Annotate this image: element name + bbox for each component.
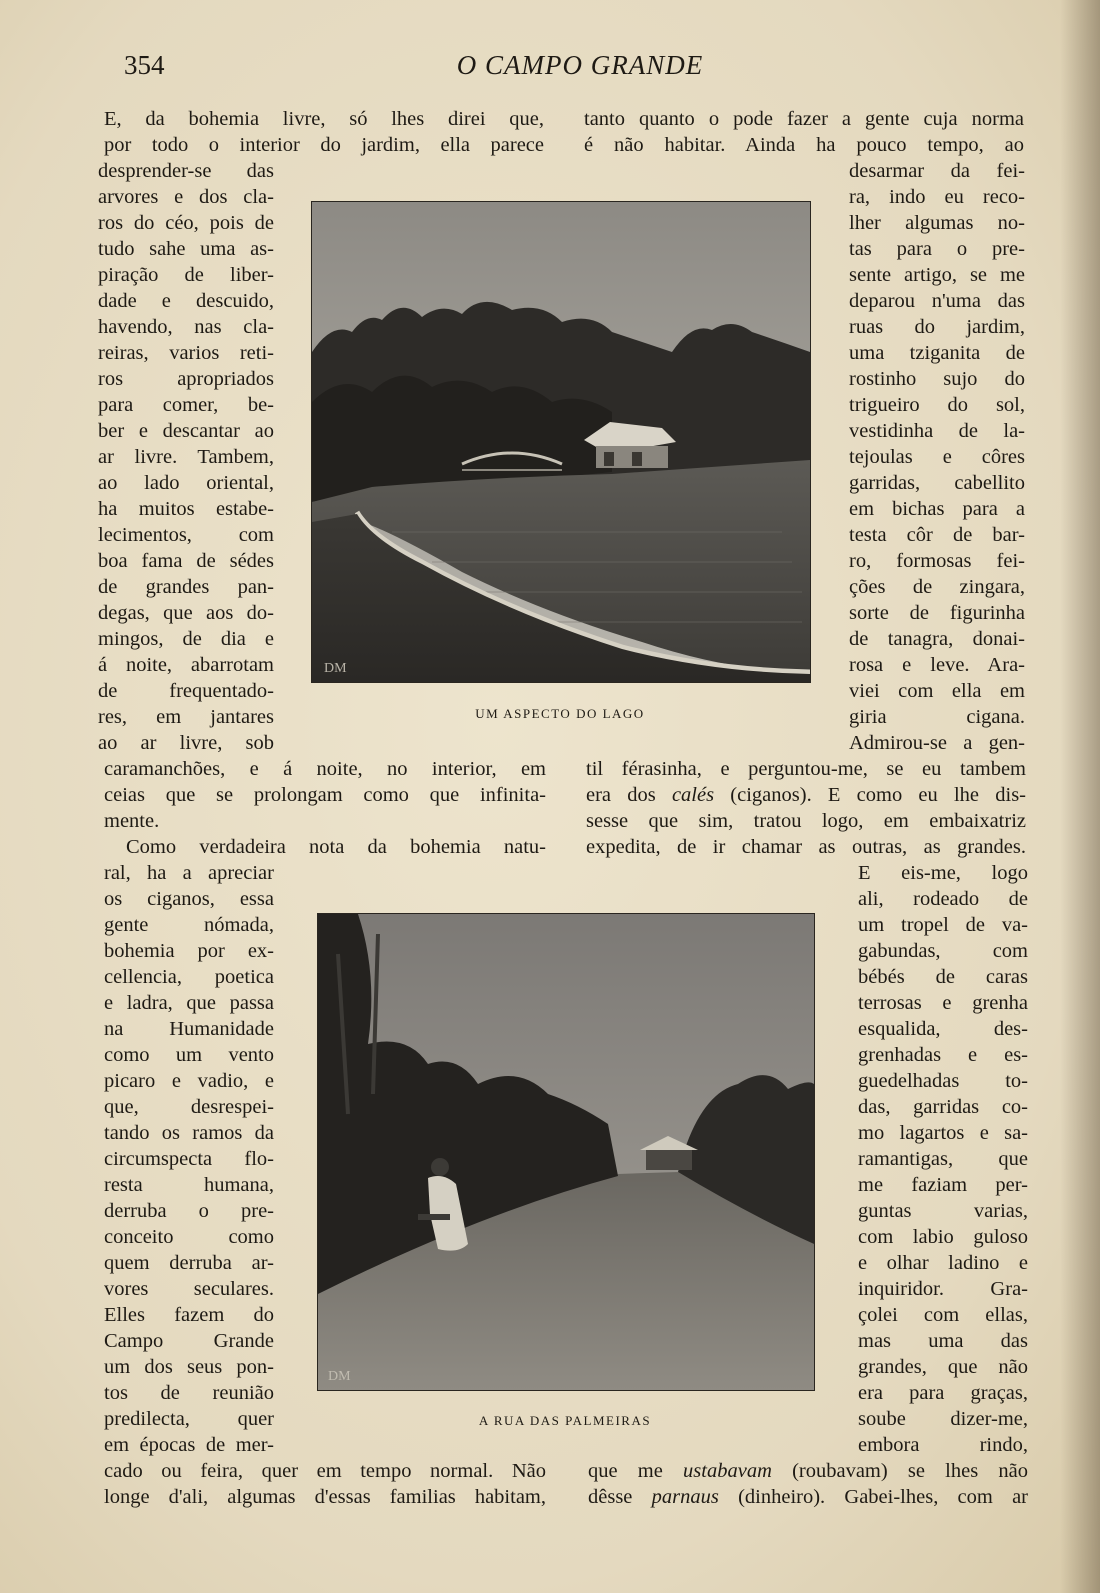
left-text-line: mingos, de dia e — [98, 628, 274, 650]
left-text-line: os ciganos, essa — [104, 888, 274, 910]
left-text-line: ral, ha a apreciar — [104, 862, 274, 884]
left-text-line: circumspecta flo- — [104, 1148, 274, 1170]
left-text-line: ao ar livre, sob — [98, 732, 274, 754]
left-text-line: tudo sahe uma as- — [98, 238, 274, 260]
left-text-line: Como verdadeira nota da bohemia natu- — [126, 836, 546, 858]
right-text-line: lher algumas no- — [849, 212, 1025, 234]
right-text-line: sorte de figurinha — [849, 602, 1025, 624]
left-text-line: tando os ramos da — [104, 1122, 274, 1144]
right-text-line: ruas do jardim, — [849, 316, 1025, 338]
left-text-line: ao lado oriental, — [98, 472, 274, 494]
right-text-line: deparou n'uma das — [849, 290, 1025, 312]
right-text-line: um tropel de va- — [858, 914, 1028, 936]
right-text-line: mo lagartos e sa- — [858, 1122, 1028, 1144]
left-text-line: reiras, varios reti- — [98, 342, 274, 364]
right-text-line: tejoulas e côres — [849, 446, 1025, 468]
right-text-line: uma tziganita de — [849, 342, 1025, 364]
left-text-line: bohemia por ex- — [104, 940, 274, 962]
right-text-line: tas para o pre- — [849, 238, 1025, 260]
right-text-line: dêsse parnaus (dinheiro). Gabei-lhes, com ar — [588, 1486, 1028, 1508]
lake-photo — [311, 201, 811, 683]
right-text-line: sente artigo, se me — [849, 264, 1025, 286]
left-text-line: de frequentado- — [98, 680, 274, 702]
right-text-line: das, garridas co- — [858, 1096, 1028, 1118]
left-text-line: res, em jantares — [98, 706, 274, 728]
left-text-line: lecimentos, com — [98, 524, 274, 546]
left-text-line: piração de liber- — [98, 264, 274, 286]
italic-term: ustabavam — [683, 1460, 772, 1482]
right-text-line: ra, indo eu reco- — [849, 186, 1025, 208]
left-text-line: e ladra, que passa — [104, 992, 274, 1014]
right-text-line: ramantigas, que — [858, 1148, 1028, 1170]
right-text-line: e olhar ladino e — [858, 1252, 1028, 1274]
right-text-line: com labio guloso — [858, 1226, 1028, 1248]
right-text-line: til férasinha, e perguntou-me, se eu tambem — [586, 758, 1026, 780]
left-text-line: ha muitos estabe- — [98, 498, 274, 520]
right-text-line: grenhadas e es- — [858, 1044, 1028, 1066]
left-text-line: que, desrespei- — [104, 1096, 274, 1118]
right-text-line: gabundas, com — [858, 940, 1028, 962]
left-text-line: longe d'ali, algumas d'essas familias habitam, — [104, 1486, 546, 1508]
left-text-line: conceito como — [104, 1226, 274, 1248]
right-text-line: que me ustabavam (roubavam) se lhes não — [588, 1460, 1028, 1482]
left-text-line: derruba o pre- — [104, 1200, 274, 1222]
right-text-line: rostinho sujo do — [849, 368, 1025, 390]
right-text-line: guedelhadas to- — [858, 1070, 1028, 1092]
right-text-line: expedita, de ir chamar as outras, as grandes. — [586, 836, 1026, 858]
palm-monogram: DM — [328, 1369, 351, 1384]
left-text-line: caramanchões, e á noite, no interior, em — [104, 758, 546, 780]
left-text-line: mente. — [104, 810, 160, 832]
left-text-line: em épocas de mer- — [104, 1434, 274, 1456]
lake-caption: UM ASPECTO DO LAGO — [475, 706, 645, 721]
right-text-line: bébés de caras — [858, 966, 1028, 988]
right-text-line: era dos calés (ciganos). E como eu lhe dis- — [586, 784, 1026, 806]
left-text-line: E, da bohemia livre, só lhes direi que, — [104, 108, 544, 130]
right-text-line: ções de zingara, — [849, 576, 1025, 598]
right-text-line: terrosas e grenha — [858, 992, 1028, 1014]
left-text-line: cado ou feira, quer em tempo normal. Não — [104, 1460, 546, 1482]
right-text-line: desarmar da fei- — [849, 160, 1025, 182]
left-text-line: ber e descantar ao — [98, 420, 274, 442]
right-text-line: soube dizer-me, — [858, 1408, 1028, 1430]
right-text-line: guntas varias, — [858, 1200, 1028, 1222]
right-text-line: era para graças, — [858, 1382, 1028, 1404]
left-text-line: á noite, abarrotam — [98, 654, 274, 676]
lake-monogram: DM — [324, 661, 347, 676]
right-text-line: grandes, que não — [858, 1356, 1028, 1378]
right-text-line: trigueiro do sol, — [849, 394, 1025, 416]
right-text-line: testa côr de bar- — [849, 524, 1025, 546]
right-text-line: Admirou-se a gen- — [849, 732, 1025, 754]
right-text-line: em bichas para a — [849, 498, 1025, 520]
left-text-line: como um vento — [104, 1044, 274, 1066]
left-text-line: ar livre. Tambem, — [98, 446, 274, 468]
left-text-line: vores seculares. — [104, 1278, 274, 1300]
left-text-line: boa fama de sédes — [98, 550, 274, 572]
italic-term: calés — [671, 784, 715, 806]
right-text-line: esqualida, des- — [858, 1018, 1028, 1040]
palm-avenue-caption: A RUA DAS PALMEIRAS — [478, 1413, 652, 1428]
left-text-line: predilecta, quer — [104, 1408, 274, 1430]
left-text-line: Campo Grande — [104, 1330, 274, 1352]
palm-avenue-photo — [317, 913, 815, 1391]
right-text-line: çolei com ellas, — [858, 1304, 1028, 1326]
left-text-line: picaro e vadio, e — [104, 1070, 274, 1092]
left-text-line: degas, que aos do- — [98, 602, 274, 624]
left-text-line: na Humanidade — [104, 1018, 274, 1040]
left-text-line: resta humana, — [104, 1174, 274, 1196]
right-text-line: giria cigana. — [849, 706, 1025, 728]
page-header — [0, 50, 1100, 90]
left-text-line: havendo, nas cla- — [98, 316, 274, 338]
right-text-line: me faziam per- — [858, 1174, 1028, 1196]
right-text-line: de tanagra, donai- — [849, 628, 1025, 650]
right-text-line: vestidinha de la- — [849, 420, 1025, 442]
right-text-line: E eis-me, logo — [858, 862, 1028, 884]
page-number: 354 — [124, 50, 165, 80]
right-text-line: viei com ella em — [849, 680, 1025, 702]
left-text-line: quem derruba ar- — [104, 1252, 274, 1274]
left-text-line: cellencia, poetica — [104, 966, 274, 988]
right-text-line: garridas, cabellito — [849, 472, 1025, 494]
left-text-line: gente nómada, — [104, 914, 274, 936]
right-text-line: ali, rodeado de — [858, 888, 1028, 910]
page-edge-shadow — [1060, 0, 1100, 1593]
right-text-line: tanto quanto o pode fazer a gente cuja norma — [584, 108, 1024, 130]
right-text-line: rosa e leve. Ara- — [849, 654, 1025, 676]
left-text-line: ros do céo, pois de — [98, 212, 274, 234]
right-text-line: sesse que sim, tratou logo, em embaixatriz — [586, 810, 1026, 832]
running-title: O CAMPO GRANDE — [456, 50, 704, 80]
left-text-line: para comer, be- — [98, 394, 274, 416]
left-text-line: de grandes pan- — [98, 576, 274, 598]
left-text-line: ros apropriados — [98, 368, 274, 390]
left-text-line: por todo o interior do jardim, ella parece — [104, 134, 544, 156]
right-text-line: inquiridor. Gra- — [858, 1278, 1028, 1300]
left-text-line: dade e descuido, — [98, 290, 274, 312]
right-text-line: ro, formosas fei- — [849, 550, 1025, 572]
left-text-line: arvores e dos cla- — [98, 186, 274, 208]
left-text-line: desprender-se das — [98, 160, 274, 182]
left-text-line: tos de reunião — [104, 1382, 274, 1404]
left-text-line: ceias que se prolongam como que infinita- — [104, 784, 546, 806]
left-text-line: Elles fazem do — [104, 1304, 274, 1326]
right-text-line: é não habitar. Ainda ha pouco tempo, ao — [584, 134, 1024, 156]
right-text-line: embora rindo, — [858, 1434, 1028, 1456]
left-text-line: um dos seus pon- — [104, 1356, 274, 1378]
right-text-line: mas uma das — [858, 1330, 1028, 1352]
italic-term: parnaus — [651, 1486, 719, 1508]
